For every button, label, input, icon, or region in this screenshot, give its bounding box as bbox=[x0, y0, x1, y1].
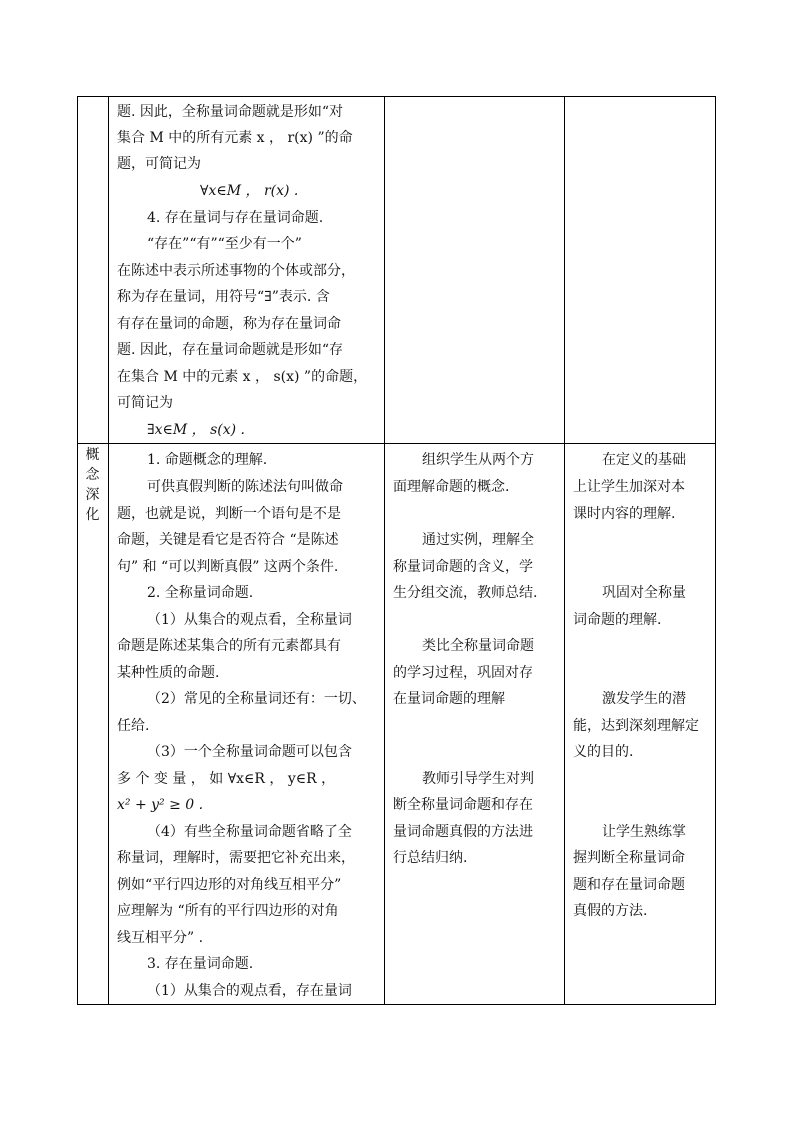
text-line: （3）一个全称量词命题可以包含 bbox=[147, 744, 352, 760]
text-line: 行总结归纳. bbox=[393, 850, 468, 866]
table-border-bottom bbox=[77, 1004, 716, 1005]
row-divider bbox=[77, 443, 716, 444]
text-line: 类比全称量词命题 bbox=[422, 638, 534, 654]
text-line: 题，可简记为 bbox=[117, 156, 201, 172]
formula-line: ∃x∈M ， s(x) . bbox=[147, 422, 245, 438]
text-line: 断全称量词命题和存在 bbox=[393, 797, 533, 813]
text-line: 命题，关键是看它是否符合 “是陈述 bbox=[117, 532, 339, 548]
text-line: （2）常见的全称量词还有：一切、 bbox=[147, 691, 366, 707]
text-line: 可简记为 bbox=[117, 395, 173, 411]
text-line: 句” 和 “可以判断真假” 这两个条件. bbox=[117, 559, 339, 575]
text-line: 4. 存在量词与存在量词命题. bbox=[147, 210, 324, 226]
row-label-char: 概 bbox=[85, 447, 100, 463]
row-label-char: 深 bbox=[85, 487, 100, 503]
text-line: 组织学生从两个方 bbox=[422, 452, 534, 468]
text-line: 义的目的. bbox=[573, 744, 634, 760]
text-line: 真假的方法. bbox=[573, 903, 648, 919]
row-label-char: 化 bbox=[85, 507, 100, 523]
text-line: （1）从集合的观点看，全称量词 bbox=[147, 612, 352, 628]
text-line: 2. 全称量词命题. bbox=[147, 585, 254, 601]
text-line: 称量词，理解时，需要把它补充出来， bbox=[117, 850, 355, 866]
text-line: 的学习过程，巩固对存 bbox=[393, 665, 533, 681]
text-line: 某种性质的命题. bbox=[117, 665, 220, 681]
text-line: 在量词命题的理解 bbox=[393, 691, 505, 707]
text-line: 称量词命题的含义，学 bbox=[393, 559, 533, 575]
text-line: （1）从集合的观点看，存在量词 bbox=[147, 983, 352, 999]
text-line: 教师引导学生对判 bbox=[422, 771, 534, 787]
text-line: 称为存在量词，用符号“∃”表示. 含 bbox=[117, 289, 330, 305]
table-divider-1 bbox=[108, 96, 109, 1005]
text-line: 在集合 M 中的元素 x ， s(x) ”的命题， bbox=[117, 369, 368, 385]
text-line: 例如“平行四边形的对角线互相平分” bbox=[117, 877, 342, 893]
text-line: （4）有些全称量词命题省略了全 bbox=[147, 824, 352, 840]
text-line: 题和存在量词命题 bbox=[573, 877, 685, 893]
table-border-top bbox=[77, 96, 716, 97]
row-label-char: 念 bbox=[85, 467, 100, 483]
text-line: 命题是陈述某集合的所有元素都具有 bbox=[117, 638, 341, 654]
text-line: 词命题的理解. bbox=[573, 612, 662, 628]
text-line: 激发学生的潜 bbox=[602, 691, 686, 707]
text-line: 任给. bbox=[117, 718, 150, 734]
text-line: 面理解命题的概念. bbox=[393, 479, 510, 495]
text-line: 1. 命题概念的理解. bbox=[147, 452, 268, 468]
text-line: 通过实例，理解全 bbox=[422, 532, 534, 548]
text-line: 3. 存在量词命题. bbox=[147, 956, 254, 972]
text-line: 有存在量词的命题，称为存在量词命 bbox=[117, 316, 341, 332]
text-line: 巩固对全称量 bbox=[602, 585, 686, 601]
text-line: 应理解为 “所有的平行四边形的对角 bbox=[117, 903, 339, 919]
table-divider-2 bbox=[384, 96, 385, 1005]
text-line: 上让学生加深对本 bbox=[573, 479, 685, 495]
text-line: 生分组交流，教师总结. bbox=[393, 585, 538, 601]
text-line: 让学生熟练掌 bbox=[602, 824, 686, 840]
text-line: 题，也就是说，判断一个语句是不是 bbox=[117, 506, 341, 522]
text-line: 多 个 变 量 ， 如 ∀x∈R ， y∈R ， bbox=[117, 771, 336, 787]
text-line: 题. 因此，存在量词命题就是形如“存 bbox=[117, 342, 344, 358]
text-line: 可供真假判断的陈述法句叫做命 bbox=[147, 479, 343, 495]
text-line: 能，达到深刻理解定 bbox=[573, 718, 699, 734]
text-line: 课时内容的理解. bbox=[573, 506, 676, 522]
text-line: 线互相平分” . bbox=[117, 930, 204, 946]
table-border-right bbox=[715, 96, 716, 1005]
lesson-table bbox=[77, 96, 716, 1005]
text-line: 握判断全称量词命 bbox=[573, 850, 685, 866]
table-divider-3 bbox=[564, 96, 565, 1005]
formula-line: ∀x∈M ， r(x) . bbox=[200, 183, 299, 199]
text-line: 在定义的基础 bbox=[602, 452, 686, 468]
text-line: 量词命题真假的方法进 bbox=[393, 824, 533, 840]
text-line: 在陈述中表示所述事物的个体或部分， bbox=[117, 263, 355, 279]
table-border-left bbox=[77, 96, 78, 1005]
text-line: 集合 M 中的所有元素 x ， r(x) ”的命 bbox=[117, 130, 353, 146]
text-line: “存在”“有”“至少有一个” bbox=[147, 236, 302, 252]
formula-line: x² + y² ≥ 0 . bbox=[117, 797, 204, 813]
text-line: 题. 因此，全称量词命题就是形如“对 bbox=[117, 104, 344, 120]
